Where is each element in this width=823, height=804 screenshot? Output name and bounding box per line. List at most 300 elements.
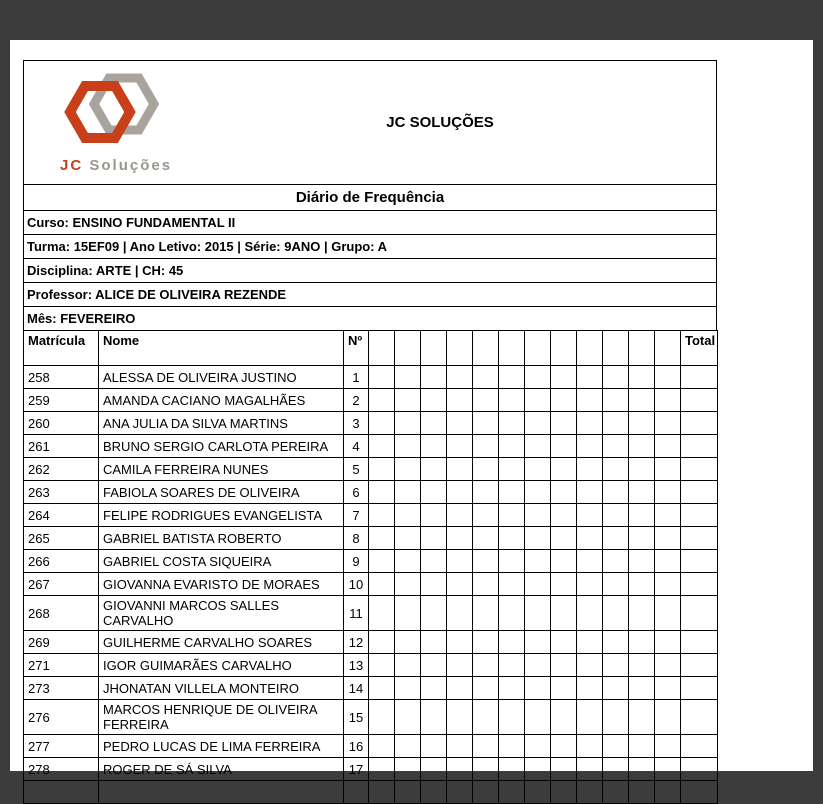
numero-cell: 3 xyxy=(344,412,369,435)
attendance-day-cell xyxy=(655,527,681,550)
attendance-day-cell xyxy=(499,435,525,458)
header-day-cell xyxy=(655,331,681,366)
attendance-day-cell xyxy=(499,389,525,412)
nome-cell: CAMILA FERREIRA NUNES xyxy=(99,458,344,481)
attendance-day-cell xyxy=(603,481,629,504)
nome-cell: AMANDA CACIANO MAGALHÃES xyxy=(99,389,344,412)
pdf-page xyxy=(10,40,813,777)
nome-cell: ROGER DE SÁ SILVA xyxy=(99,758,344,781)
attendance-day-cell xyxy=(577,677,603,700)
matricula-cell: 277 xyxy=(24,735,99,758)
attendance-day-cell xyxy=(473,677,499,700)
attendance-day-cell xyxy=(395,573,421,596)
attendance-day-cell xyxy=(473,596,499,631)
matricula-cell: 260 xyxy=(24,412,99,435)
attendance-day-cell xyxy=(577,781,603,804)
attendance-day-cell xyxy=(525,458,551,481)
attendance-day-cell xyxy=(369,527,395,550)
table-row xyxy=(24,389,718,412)
attendance-day-cell xyxy=(395,735,421,758)
attendance-day-cell xyxy=(395,458,421,481)
total-cell xyxy=(681,458,718,481)
attendance-day-cell xyxy=(577,366,603,389)
attendance-day-cell xyxy=(447,735,473,758)
attendance-day-cell xyxy=(447,389,473,412)
attendance-day-cell xyxy=(629,389,655,412)
attendance-day-cell xyxy=(499,677,525,700)
table-row xyxy=(24,735,718,758)
matricula-cell: 278 xyxy=(24,758,99,781)
attendance-day-cell xyxy=(447,631,473,654)
table-row xyxy=(24,481,718,504)
attendance-day-cell xyxy=(473,458,499,481)
header-day-cell xyxy=(395,331,421,366)
attendance-day-cell xyxy=(525,573,551,596)
attendance-day-cell xyxy=(421,781,447,804)
attendance-day-cell xyxy=(473,781,499,804)
numero-cell: 2 xyxy=(344,389,369,412)
attendance-day-cell xyxy=(369,700,395,735)
attendance-day-cell xyxy=(655,389,681,412)
attendance-day-cell xyxy=(603,677,629,700)
attendance-day-cell xyxy=(525,596,551,631)
numero-cell: 14 xyxy=(344,677,369,700)
attendance-day-cell xyxy=(395,389,421,412)
document-header xyxy=(23,60,717,185)
nome-cell: GIOVANNA EVARISTO DE MORAES xyxy=(99,573,344,596)
table-row xyxy=(24,550,718,573)
total-cell xyxy=(681,781,718,804)
attendance-day-cell xyxy=(551,654,577,677)
attendance-day-cell xyxy=(603,527,629,550)
attendance-day-cell xyxy=(395,527,421,550)
attendance-day-cell xyxy=(395,654,421,677)
attendance-day-cell xyxy=(499,412,525,435)
attendance-day-cell xyxy=(421,654,447,677)
attendance-day-cell xyxy=(447,527,473,550)
total-cell xyxy=(681,596,718,631)
attendance-day-cell xyxy=(577,504,603,527)
attendance-day-cell xyxy=(603,435,629,458)
attendance-day-cell xyxy=(525,366,551,389)
attendance-day-cell xyxy=(499,481,525,504)
table-row-partial xyxy=(24,781,718,804)
numero-cell xyxy=(344,781,369,804)
attendance-day-cell xyxy=(473,481,499,504)
attendance-day-cell xyxy=(603,596,629,631)
matricula-cell: 267 xyxy=(24,573,99,596)
table-row xyxy=(24,596,718,631)
matricula-cell: 271 xyxy=(24,654,99,677)
numero-cell: 13 xyxy=(344,654,369,677)
matricula-cell: 268 xyxy=(24,596,99,631)
attendance-day-cell xyxy=(421,550,447,573)
nome-cell: JHONATAN VILLELA MONTEIRO xyxy=(99,677,344,700)
attendance-day-cell xyxy=(551,596,577,631)
attendance-day-cell xyxy=(395,700,421,735)
attendance-day-cell xyxy=(499,504,525,527)
attendance-day-cell xyxy=(655,781,681,804)
logo-text-solucoes: Soluções xyxy=(89,156,173,174)
table-header-row xyxy=(24,331,718,366)
attendance-day-cell xyxy=(499,550,525,573)
header-day-cell xyxy=(525,331,551,366)
attendance-day-cell xyxy=(655,435,681,458)
attendance-day-cell xyxy=(603,504,629,527)
attendance-day-cell xyxy=(525,435,551,458)
attendance-day-cell xyxy=(473,527,499,550)
table-row xyxy=(24,527,718,550)
attendance-day-cell xyxy=(395,596,421,631)
total-cell xyxy=(681,527,718,550)
attendance-day-cell xyxy=(421,435,447,458)
attendance-day-cell xyxy=(473,504,499,527)
attendance-day-cell xyxy=(499,596,525,631)
attendance-day-cell xyxy=(603,573,629,596)
attendance-table-body xyxy=(24,366,718,804)
attendance-day-cell xyxy=(551,700,577,735)
attendance-day-cell xyxy=(603,654,629,677)
matricula-cell: 259 xyxy=(24,389,99,412)
nome-cell: FABIOLA SOARES DE OLIVEIRA xyxy=(99,481,344,504)
attendance-day-cell xyxy=(525,758,551,781)
attendance-day-cell xyxy=(421,758,447,781)
table-row xyxy=(24,654,718,677)
attendance-day-cell xyxy=(577,458,603,481)
attendance-day-cell xyxy=(655,366,681,389)
total-cell xyxy=(681,735,718,758)
attendance-day-cell xyxy=(421,573,447,596)
attendance-day-cell xyxy=(369,389,395,412)
attendance-day-cell xyxy=(577,654,603,677)
attendance-day-cell xyxy=(551,631,577,654)
attendance-day-cell xyxy=(655,412,681,435)
info-row-mes: Mês: FEVEREIRO xyxy=(23,306,717,331)
attendance-day-cell xyxy=(551,435,577,458)
matricula-cell: 265 xyxy=(24,527,99,550)
attendance-day-cell xyxy=(421,412,447,435)
attendance-day-cell xyxy=(603,631,629,654)
attendance-day-cell xyxy=(421,596,447,631)
attendance-day-cell xyxy=(369,573,395,596)
total-cell xyxy=(681,504,718,527)
attendance-day-cell xyxy=(447,366,473,389)
attendance-day-cell xyxy=(603,550,629,573)
attendance-table xyxy=(23,330,718,804)
attendance-day-cell xyxy=(577,631,603,654)
attendance-day-cell xyxy=(629,677,655,700)
attendance-day-cell xyxy=(395,435,421,458)
attendance-day-cell xyxy=(473,735,499,758)
attendance-document xyxy=(23,60,717,804)
attendance-day-cell xyxy=(369,550,395,573)
header-total: Total xyxy=(681,331,718,366)
table-row xyxy=(24,631,718,654)
attendance-day-cell xyxy=(551,677,577,700)
attendance-day-cell xyxy=(395,781,421,804)
nome-cell: IGOR GUIMARÃES CARVALHO xyxy=(99,654,344,677)
header-day-cell xyxy=(447,331,473,366)
attendance-day-cell xyxy=(447,458,473,481)
attendance-day-cell xyxy=(499,527,525,550)
attendance-day-cell xyxy=(395,504,421,527)
attendance-day-cell xyxy=(629,781,655,804)
attendance-day-cell xyxy=(629,412,655,435)
nome-cell: ANA JULIA DA SILVA MARTINS xyxy=(99,412,344,435)
attendance-day-cell xyxy=(421,481,447,504)
matricula-cell: 258 xyxy=(24,366,99,389)
attendance-day-cell xyxy=(629,654,655,677)
attendance-day-cell xyxy=(421,527,447,550)
total-cell xyxy=(681,700,718,735)
header-matricula: Matrícula xyxy=(24,331,99,366)
attendance-day-cell xyxy=(473,573,499,596)
attendance-day-cell xyxy=(395,550,421,573)
table-row xyxy=(24,412,718,435)
matricula-cell: 266 xyxy=(24,550,99,573)
attendance-day-cell xyxy=(603,412,629,435)
attendance-day-cell xyxy=(551,481,577,504)
attendance-day-cell xyxy=(577,596,603,631)
table-row xyxy=(24,573,718,596)
attendance-day-cell xyxy=(577,700,603,735)
attendance-day-cell xyxy=(525,700,551,735)
attendance-day-cell xyxy=(525,504,551,527)
attendance-day-cell xyxy=(525,412,551,435)
attendance-day-cell xyxy=(447,412,473,435)
attendance-day-cell xyxy=(603,781,629,804)
attendance-day-cell xyxy=(499,458,525,481)
attendance-day-cell xyxy=(629,481,655,504)
attendance-day-cell xyxy=(551,504,577,527)
total-cell xyxy=(681,435,718,458)
nome-cell: GUILHERME CARVALHO SOARES xyxy=(99,631,344,654)
attendance-day-cell xyxy=(551,412,577,435)
matricula-cell: 263 xyxy=(24,481,99,504)
total-cell xyxy=(681,677,718,700)
attendance-day-cell xyxy=(395,677,421,700)
attendance-day-cell xyxy=(629,631,655,654)
attendance-day-cell xyxy=(395,481,421,504)
numero-cell: 10 xyxy=(344,573,369,596)
attendance-day-cell xyxy=(655,596,681,631)
attendance-day-cell xyxy=(447,504,473,527)
nome-cell: GIOVANNI MARCOS SALLES CARVALHO xyxy=(99,596,344,631)
attendance-day-cell xyxy=(447,573,473,596)
header-nome: Nome xyxy=(99,331,344,366)
attendance-day-cell xyxy=(525,654,551,677)
numero-cell: 12 xyxy=(344,631,369,654)
total-cell xyxy=(681,366,718,389)
attendance-day-cell xyxy=(551,389,577,412)
nome-cell: MARCOS HENRIQUE DE OLIVEIRA FERREIRA xyxy=(99,700,344,735)
attendance-day-cell xyxy=(369,758,395,781)
attendance-day-cell xyxy=(655,654,681,677)
attendance-day-cell xyxy=(551,458,577,481)
attendance-day-cell xyxy=(473,435,499,458)
attendance-day-cell xyxy=(369,781,395,804)
attendance-day-cell xyxy=(369,481,395,504)
attendance-day-cell xyxy=(629,573,655,596)
total-cell xyxy=(681,412,718,435)
attendance-day-cell xyxy=(525,735,551,758)
attendance-day-cell xyxy=(473,412,499,435)
attendance-day-cell xyxy=(603,700,629,735)
attendance-day-cell xyxy=(603,366,629,389)
attendance-day-cell xyxy=(577,412,603,435)
header-day-cell xyxy=(551,331,577,366)
attendance-day-cell xyxy=(499,573,525,596)
attendance-day-cell xyxy=(629,550,655,573)
table-row xyxy=(24,504,718,527)
numero-cell: 8 xyxy=(344,527,369,550)
attendance-day-cell xyxy=(369,596,395,631)
attendance-day-cell xyxy=(473,700,499,735)
attendance-day-cell xyxy=(421,631,447,654)
numero-cell: 9 xyxy=(344,550,369,573)
nome-cell: FELIPE RODRIGUES EVANGELISTA xyxy=(99,504,344,527)
numero-cell: 7 xyxy=(344,504,369,527)
attendance-day-cell xyxy=(629,435,655,458)
attendance-day-cell xyxy=(421,700,447,735)
numero-cell: 4 xyxy=(344,435,369,458)
attendance-day-cell xyxy=(395,631,421,654)
attendance-day-cell xyxy=(655,481,681,504)
attendance-day-cell xyxy=(655,700,681,735)
attendance-day-cell xyxy=(395,412,421,435)
attendance-day-cell xyxy=(369,458,395,481)
attendance-day-cell xyxy=(577,735,603,758)
attendance-day-cell xyxy=(421,366,447,389)
attendance-day-cell xyxy=(395,758,421,781)
attendance-day-cell xyxy=(655,550,681,573)
attendance-day-cell xyxy=(369,504,395,527)
attendance-day-cell xyxy=(447,758,473,781)
attendance-day-cell xyxy=(577,527,603,550)
attendance-day-cell xyxy=(629,596,655,631)
numero-cell: 15 xyxy=(344,700,369,735)
attendance-day-cell xyxy=(629,700,655,735)
attendance-day-cell xyxy=(421,677,447,700)
attendance-day-cell xyxy=(655,504,681,527)
header-day-cell xyxy=(369,331,395,366)
attendance-day-cell xyxy=(655,573,681,596)
numero-cell: 11 xyxy=(344,596,369,631)
attendance-day-cell xyxy=(603,758,629,781)
attendance-day-cell xyxy=(447,435,473,458)
matricula-cell: 261 xyxy=(24,435,99,458)
attendance-day-cell xyxy=(655,735,681,758)
total-cell xyxy=(681,550,718,573)
numero-cell: 17 xyxy=(344,758,369,781)
table-row xyxy=(24,677,718,700)
attendance-day-cell xyxy=(499,781,525,804)
matricula-cell: 264 xyxy=(24,504,99,527)
attendance-day-cell xyxy=(473,631,499,654)
attendance-day-cell xyxy=(551,527,577,550)
header-day-cell xyxy=(577,331,603,366)
table-row xyxy=(24,435,718,458)
numero-cell: 6 xyxy=(344,481,369,504)
attendance-day-cell xyxy=(369,435,395,458)
info-row-turma: Turma: 15EF09 | Ano Letivo: 2015 | Série: 9ANO | Grupo: A xyxy=(23,234,717,259)
total-cell xyxy=(681,573,718,596)
attendance-day-cell xyxy=(499,654,525,677)
attendance-day-cell xyxy=(447,654,473,677)
numero-cell: 5 xyxy=(344,458,369,481)
attendance-day-cell xyxy=(551,573,577,596)
attendance-day-cell xyxy=(395,366,421,389)
table-row xyxy=(24,366,718,389)
attendance-day-cell xyxy=(447,781,473,804)
attendance-day-cell xyxy=(421,735,447,758)
attendance-day-cell xyxy=(473,389,499,412)
attendance-day-cell xyxy=(421,504,447,527)
attendance-day-cell xyxy=(629,735,655,758)
attendance-day-cell xyxy=(447,596,473,631)
matricula-cell xyxy=(24,781,99,804)
attendance-day-cell xyxy=(447,700,473,735)
attendance-day-cell xyxy=(525,389,551,412)
attendance-day-cell xyxy=(525,481,551,504)
attendance-day-cell xyxy=(525,631,551,654)
table-row xyxy=(24,458,718,481)
attendance-day-cell xyxy=(473,654,499,677)
numero-cell: 16 xyxy=(344,735,369,758)
attendance-day-cell xyxy=(447,677,473,700)
nome-cell: GABRIEL COSTA SIQUEIRA xyxy=(99,550,344,573)
header-day-cell xyxy=(473,331,499,366)
nome-cell xyxy=(99,781,344,804)
attendance-day-cell xyxy=(551,758,577,781)
attendance-day-cell xyxy=(551,550,577,573)
attendance-day-cell xyxy=(577,573,603,596)
company-logo xyxy=(24,72,224,174)
jc-solucoes-logo-icon xyxy=(52,137,172,154)
attendance-day-cell xyxy=(577,389,603,412)
attendance-day-cell xyxy=(473,366,499,389)
attendance-day-cell xyxy=(473,550,499,573)
attendance-day-cell xyxy=(447,481,473,504)
total-cell xyxy=(681,481,718,504)
attendance-day-cell xyxy=(525,677,551,700)
attendance-day-cell xyxy=(421,389,447,412)
brand-title: JC SOLUÇÕES xyxy=(386,114,494,131)
nome-cell: BRUNO SERGIO CARLOTA PEREIRA xyxy=(99,435,344,458)
attendance-day-cell xyxy=(369,412,395,435)
total-cell xyxy=(681,389,718,412)
matricula-cell: 273 xyxy=(24,677,99,700)
info-row-curso: Curso: ENSINO FUNDAMENTAL II xyxy=(23,210,717,235)
attendance-day-cell xyxy=(629,504,655,527)
attendance-day-cell xyxy=(525,550,551,573)
table-row xyxy=(24,700,718,735)
info-row-disciplina: Disciplina: ARTE | CH: 45 xyxy=(23,258,717,283)
attendance-day-cell xyxy=(499,366,525,389)
attendance-day-cell xyxy=(525,781,551,804)
attendance-day-cell xyxy=(369,735,395,758)
attendance-day-cell xyxy=(499,735,525,758)
numero-cell: 1 xyxy=(344,366,369,389)
attendance-day-cell xyxy=(551,781,577,804)
attendance-day-cell xyxy=(499,758,525,781)
header-day-cell xyxy=(421,331,447,366)
nome-cell: GABRIEL BATISTA ROBERTO xyxy=(99,527,344,550)
info-row-professor: Professor: ALICE DE OLIVEIRA REZENDE xyxy=(23,282,717,307)
matricula-cell: 262 xyxy=(24,458,99,481)
attendance-day-cell xyxy=(369,654,395,677)
attendance-day-cell xyxy=(421,458,447,481)
